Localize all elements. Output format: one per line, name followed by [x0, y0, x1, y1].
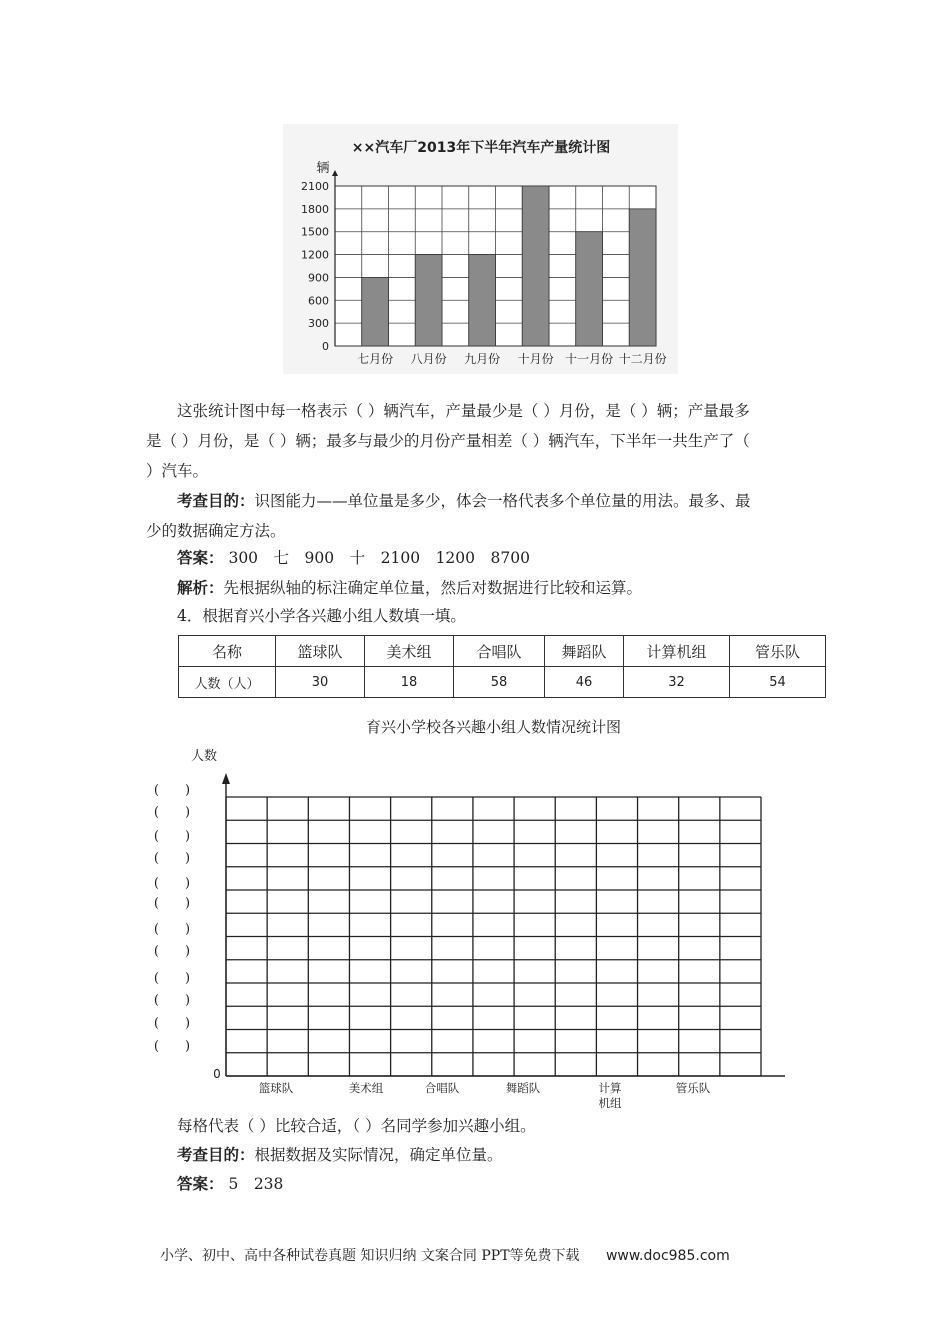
y-tick-placeholder: ( )	[153, 805, 191, 820]
q4-fill-question: 每格代表（ ）比较合适，（ ）名同学参加兴趣小组。	[177, 1117, 536, 1135]
chart-axes	[222, 773, 785, 1076]
table-cell: 人数（人）	[179, 667, 276, 698]
q3-analysis	[177, 573, 841, 603]
q3-question	[146, 396, 810, 486]
y-tick-label: 0	[322, 340, 329, 353]
table-cell: 名称	[179, 636, 276, 667]
x-tick-label: 十二月份	[618, 352, 667, 366]
y-tick-placeholders	[154, 783, 190, 1054]
purpose-text-cont: 少的数据确定方法。	[146, 522, 286, 540]
y-axis-arrow-icon	[222, 773, 230, 784]
x-tick-label: 七月份	[357, 352, 394, 366]
answer-label: 答案：	[177, 548, 224, 567]
y-tick-placeholder: ( )	[153, 971, 191, 986]
chart-grid	[226, 797, 761, 1076]
y-tick-placeholder: ( )	[153, 783, 191, 798]
table-cell: 篮球队	[276, 636, 365, 667]
y-tick-placeholder: ( )	[153, 993, 191, 1008]
interest-group-blank-chart	[140, 740, 800, 1115]
car-production-bar-chart	[283, 124, 678, 374]
q3-line3: ）汽车。	[146, 462, 209, 480]
x-tick-label: 八月份	[410, 352, 447, 366]
x-tick-label: 舞蹈队	[505, 1081, 541, 1095]
y-tick-placeholder: ( )	[153, 876, 191, 891]
table-cell: 合唱队	[454, 636, 545, 667]
y-tick-label: 300	[308, 317, 329, 331]
bar	[576, 232, 603, 346]
table-cell: 管乐队	[730, 636, 826, 667]
y-tick-placeholder: ( )	[153, 944, 191, 959]
table-cell: 46	[545, 667, 624, 698]
bar	[415, 255, 442, 346]
y-axis-label: 人数	[190, 749, 218, 764]
x-tick-label: 合唱队	[424, 1081, 460, 1095]
purpose-text: 识图能力——单位量是多少，体会一格代表多个单位量的用法。最多、最	[254, 492, 751, 510]
q4-heading: 4．根据育兴小学各兴趣小组人数填一填。	[177, 607, 466, 625]
y-tick-placeholder: ( )	[153, 896, 191, 911]
y-tick-placeholder: ( )	[153, 1016, 191, 1031]
q4-answer	[177, 1169, 841, 1199]
y-axis-label: 辆	[316, 161, 330, 176]
y-tick-label: 1500	[301, 225, 329, 239]
q3-line2: 是（ ）月份，是（ ）辆；最多与最少的月份产量相差（ ）辆汽车，下半年一共生产了（	[146, 432, 750, 450]
analysis-text: 先根据纵轴的标注确定单位量，然后对数据进行比较和运算。	[223, 579, 643, 597]
footer-site: www.doc985.com	[605, 1248, 730, 1264]
table-cell: 美术组	[365, 636, 454, 667]
x-tick-label: 美术组	[348, 1081, 384, 1095]
purpose-text: 根据数据及实际情况，确定单位量。	[254, 1146, 503, 1164]
table-cell: 计算机组	[624, 636, 730, 667]
page-footer	[160, 1245, 730, 1265]
x-tick-label: 九月份	[464, 352, 501, 366]
purpose-label: 考查目的：	[177, 491, 255, 510]
q3-answer	[177, 543, 841, 573]
table-cell: 18	[365, 667, 454, 698]
y-tick-placeholder: ( )	[153, 1039, 191, 1054]
q3-line1: 这张统计图中每一格表示（ ）辆汽车，产量最少是（ ）月份，是（ ）辆；产量最多	[177, 402, 750, 420]
table-cell: 30	[276, 667, 365, 698]
q3-purpose	[146, 486, 810, 546]
table-row	[179, 667, 826, 698]
x-tick-label: 十月份	[517, 352, 554, 366]
chart2-title: 育兴小学校各兴趣小组人数情况统计图	[366, 718, 622, 736]
chart-title: ××汽车厂2013年下半年汽车产量统计图	[351, 140, 611, 156]
y-tick-label: 1200	[301, 248, 329, 262]
bar	[522, 186, 549, 346]
y-tick-label: 600	[308, 294, 329, 308]
origin-label: 0	[213, 1067, 221, 1081]
table-cell: 58	[454, 667, 545, 698]
footer-text: 小学、初中、高中各种试卷真题 知识归纳 文案合同 PPT等免费下载	[160, 1248, 580, 1264]
bar	[629, 209, 656, 346]
x-tick-label: 篮球队	[258, 1081, 294, 1095]
y-tick-placeholder: ( )	[153, 922, 191, 937]
analysis-label: 解析：	[177, 578, 224, 597]
x-tick-label: 十一月份	[565, 352, 614, 366]
x-tick-label: 机组	[598, 1096, 622, 1110]
y-tick-placeholder: ( )	[153, 829, 191, 844]
q4-purpose	[177, 1140, 841, 1170]
y-tick-label: 2100	[301, 180, 329, 193]
bar	[362, 277, 389, 346]
answer-label: 答案：	[177, 1174, 224, 1193]
bar	[469, 255, 496, 346]
table-header-row	[179, 636, 826, 667]
table-cell: 32	[624, 667, 730, 698]
y-tick-label: 900	[308, 271, 329, 285]
interest-group-table	[178, 635, 826, 698]
y-tick-placeholder: ( )	[153, 851, 191, 866]
answer-text: 5 238	[228, 1175, 284, 1193]
table-cell: 54	[730, 667, 826, 698]
table-cell: 舞蹈队	[545, 636, 624, 667]
y-tick-label: 1800	[301, 202, 329, 216]
x-tick-labels	[259, 1081, 711, 1110]
x-tick-label: 计算	[598, 1081, 622, 1095]
purpose-label: 考查目的：	[177, 1145, 255, 1164]
x-tick-label: 管乐队	[675, 1081, 711, 1095]
answer-text: 300 七 900 十 2100 1200 8700	[228, 549, 530, 567]
